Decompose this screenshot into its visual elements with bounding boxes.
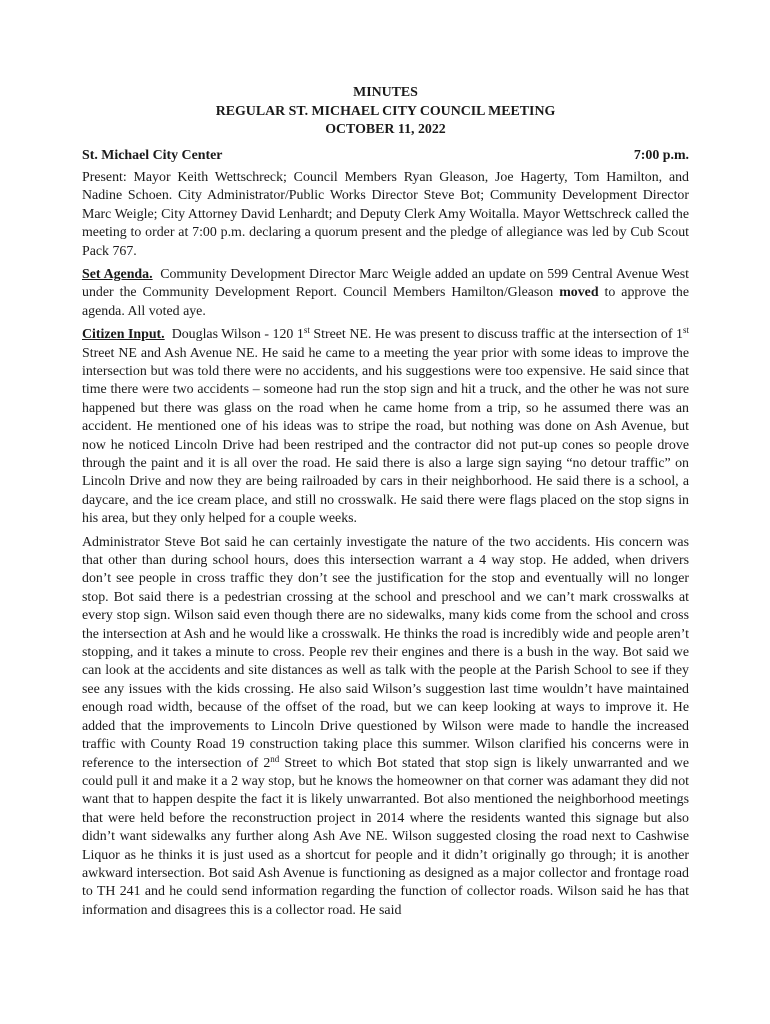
set-agenda-paragraph — [82, 266, 689, 321]
citizen-input-text-2: Street NE. He was present to discuss traffic at the intersection of 1 — [313, 327, 683, 343]
citizen-input-label: Citizen Input. — [82, 327, 165, 343]
document-header — [82, 84, 689, 140]
header-line-date: OCTOBER 11, 2022 — [325, 122, 446, 137]
administrator-text-2: Street to which Bot stated that stop sign is likely unwarranted and we could pull it and make it a 2 way stop, but he knows the homeowner on that corner was adamant they did not want that to happen despite the fact it is likely unwarranted. Bot also mentioned the neighborhood meetings that were held before the reconstruction project in 2014 where the residents wanted this signage but also didn’t want sidewalks any further along Ash Ave NE. Wilson suggested closing the road next to Cashwise Liquor as he thinks it is just used as a shortcut for people and it didn’t originally go through; it is another awkward intersection. Bot said Ash Avenue is functioning as designed as a major collector and frontage road to TH 241 and he could send information regarding the function of collector roads. Wilson said he has that information and disagrees this is a collector road. He said — [82, 755, 689, 918]
set-agenda-label: Set Agenda. — [82, 266, 153, 282]
meeting-location: St. Michael City Center — [82, 147, 223, 163]
administrator-paragraph — [82, 534, 689, 921]
header-line-meeting: REGULAR ST. MICHAEL CITY COUNCIL MEETING — [215, 103, 556, 119]
citizen-input-sup-2: st — [682, 325, 689, 336]
citizen-input-text-1: Douglas Wilson - 120 1 — [171, 327, 304, 343]
citizen-input-sup-1: st — [303, 325, 310, 336]
header-line-minutes: MINUTES — [353, 85, 418, 100]
citizen-input-text-3: Street NE and Ash Avenue NE. He said he came to a meeting the year prior with some ideas to improve the intersection but was told there were no accidents, and his suggestions were too expensive. He said since that time there were two accidents – someone had run the stop sign and hit a truck, and the other he was not sure happened but there was glass on the road when he came home from a trip, so he assumed there was an accident. He mentioned one of his ideas was to stripe the road, but nothing was done on Ash Avenue, but now he noticed Lincoln Drive had been restriped and the contractor did not put-up cones so people drove through the paint and it is all over the road. He said there is also a large sign saying “no detour traffic” on Lincoln Drive and now they are being railroaded by cars in their neighborhood. He said there is a school, a daycare, and the ice cream place, and still no crosswalk. He said there were flags placed on the stop signs in his area, but they only helped for a couple weeks. — [82, 345, 689, 527]
meeting-meta — [82, 147, 689, 165]
citizen-input-paragraph — [82, 326, 689, 528]
set-agenda-text-end: to approve the agenda. All voted aye. — [82, 285, 689, 319]
document-page — [82, 84, 689, 925]
set-agenda-text: Community Development Director Marc Weigle added an update on 599 Central Avenue West under the Community Development Report. Council Members Hamilton/Gleason — [82, 266, 690, 301]
meeting-time: 7:00 p.m. — [633, 147, 689, 163]
administrator-text-1: Administrator Steve Bot said he can certainly investigate the nature of the two accidents. His concern was that other than during school hours, does this intersection warrant a 4 way stop. He added, when drivers don’t see people in cross traffic they don’t see the justification for the stop and eventually will no longer stop. Bot said there is a pedestrian crossing at the school and preschool and we can’t mark crosswalks at every stop sign. Wilson said even though there are no sidewalks, many kids come from the school and cross the intersection at Ash and he would like a crosswalk. He thinks the road is incredibly wide and people aren’t stopping, and it takes a minute to cross. People rev their engines and there is a bush in the way. Bot said we can look at the accidents and site distances as well as talk with the people at the Parish School to see if they see any issues with the kids crossing. He also said Wilson’s suggestion last time wouldn’t have maintained enough road width, because of the offset of the road, but we can keep looking at ways to improve it. He added that the improvements to Lincoln Drive questioned by Wilson were made to handle the increased traffic with County Road 19 construction taking place this summer. Wilson clarified his concerns were in reference to the intersection of 2 — [82, 534, 689, 771]
present-paragraph: Present: Mayor Keith Wettschreck; Council Members Ryan Gleason, Joe Hagerty, Tom Hamilton, and Nadine Schoen. City Administrator/Public Works Director Steve Bot; Community Development Director Marc Weigle; City Attorney David Lenhardt; and Deputy Clerk Amy Woitalla. Mayor Wettschreck called the meeting to order at 7:00 p.m. declaring a quorum present and the pledge of allegiance was led by Cub Scout Pack 767. — [82, 169, 689, 259]
administrator-sup: nd — [270, 753, 280, 764]
set-agenda-moved: moved — [559, 285, 599, 301]
